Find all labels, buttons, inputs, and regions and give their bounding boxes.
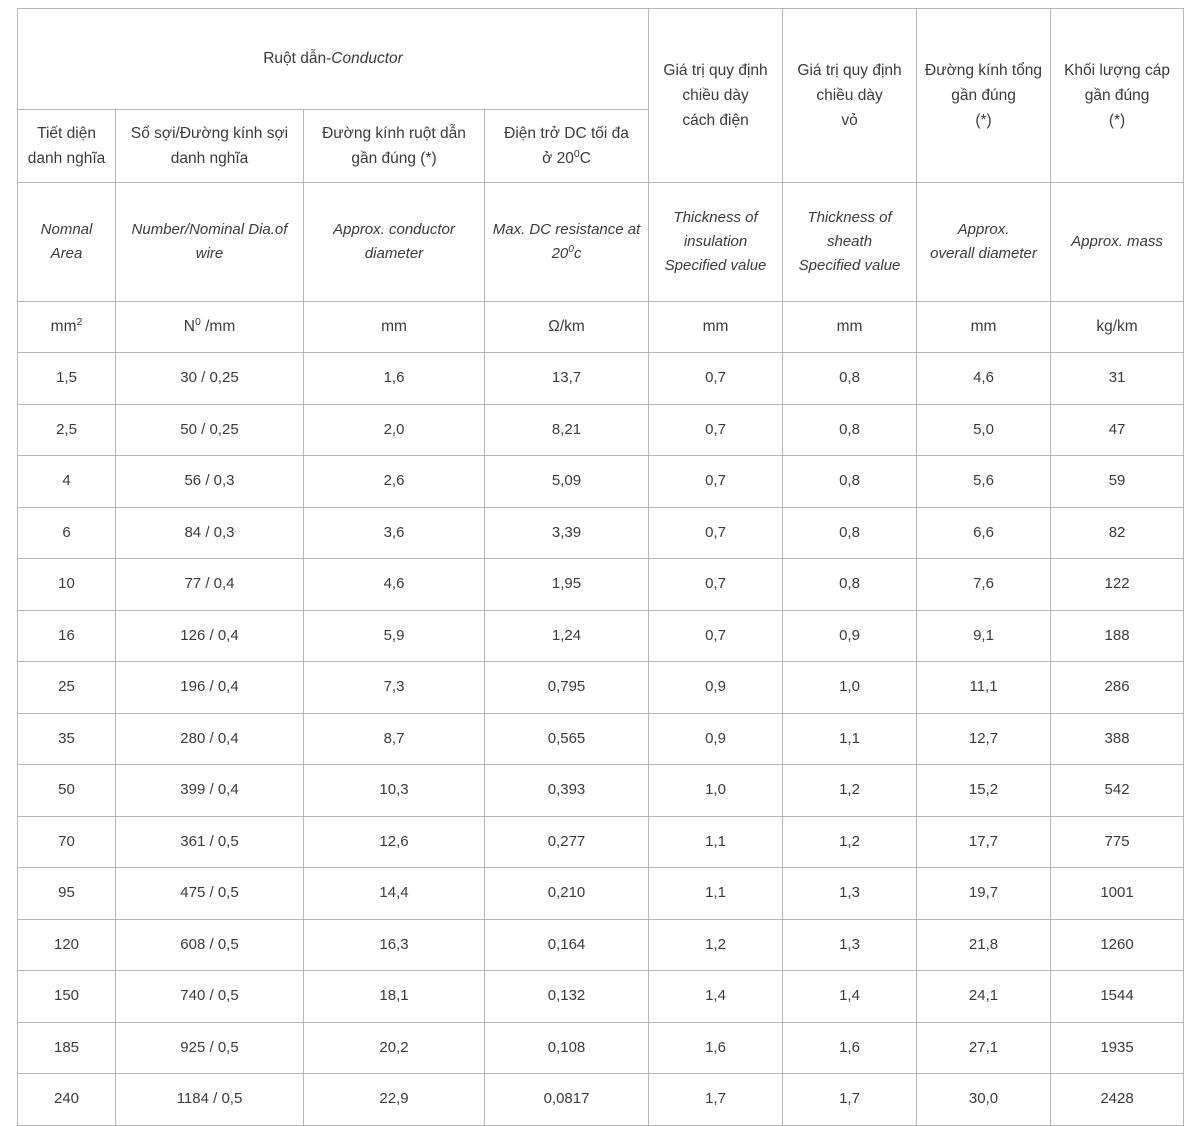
unit-dc-resistance: Ω/km — [485, 302, 649, 353]
table-cell: 608 / 0,5 — [116, 919, 304, 971]
header-line: Approx. conductor — [333, 220, 455, 238]
table-cell: 542 — [1051, 765, 1184, 817]
table-cell: 1,1 — [783, 713, 917, 765]
table-cell: 126 / 0,4 — [116, 610, 304, 662]
header-line: chiều dày — [682, 86, 749, 104]
table-cell: 0,565 — [485, 713, 649, 765]
table-cell: 775 — [1051, 816, 1184, 868]
header-overall-diameter-en — [917, 183, 1051, 302]
table-cell: 925 / 0,5 — [116, 1022, 304, 1074]
table-cell: 1,2 — [649, 919, 783, 971]
table-cell: 6 — [18, 507, 116, 559]
table-cell: 70 — [18, 816, 116, 868]
header-cable-mass — [1051, 9, 1184, 183]
table-cell: 8,7 — [304, 713, 485, 765]
header-line: Tiết diện — [37, 124, 96, 142]
header-nominal-area-en — [18, 183, 116, 302]
table-cell: 1184 / 0,5 — [116, 1074, 304, 1126]
table-cell: 0,9 — [649, 662, 783, 714]
table-cell: 0,7 — [649, 456, 783, 508]
table-cell: 20,2 — [304, 1022, 485, 1074]
table-cell: 286 — [1051, 662, 1184, 714]
table-cell: 77 / 0,4 — [116, 559, 304, 611]
table-cell: 1,6 — [649, 1022, 783, 1074]
table-cell: 1,0 — [649, 765, 783, 817]
table-row — [18, 919, 1184, 971]
header-line: wire — [195, 245, 224, 262]
table-cell: 10,3 — [304, 765, 485, 817]
table-row — [18, 507, 1184, 559]
header-line: danh nghĩa — [170, 150, 249, 167]
table-row — [18, 1074, 1184, 1126]
table-row — [18, 662, 1184, 714]
table-cell: 4,6 — [917, 353, 1051, 405]
table-cell: 0,9 — [649, 713, 783, 765]
table-cell: 7,6 — [917, 559, 1051, 611]
table-row — [18, 456, 1184, 508]
table-cell: 17,7 — [917, 816, 1051, 868]
table-cell: 2,0 — [304, 404, 485, 456]
table-cell: 2,5 — [18, 404, 116, 456]
header-line: diameter — [364, 245, 424, 262]
table-cell: 0,8 — [783, 456, 917, 508]
table-row — [18, 713, 1184, 765]
unit-insulation-thickness: mm — [649, 302, 783, 353]
table-cell: 6,6 — [917, 507, 1051, 559]
header-row-english — [18, 183, 1184, 302]
unit-overall-diameter: mm — [917, 302, 1051, 353]
table-cell: 84 / 0,3 — [116, 507, 304, 559]
table-cell: 188 — [1051, 610, 1184, 662]
header-conductor-diameter-en — [304, 183, 485, 302]
unit-nominal-area: $mm^2$ — [18, 302, 116, 353]
table-cell: 4 — [18, 456, 116, 508]
header-line: Đường kính tổng — [925, 61, 1043, 79]
table-cell: 0,393 — [485, 765, 649, 817]
table-cell: 82 — [1051, 507, 1184, 559]
header-sheath-thickness — [783, 9, 917, 183]
header-line: gần đúng — [951, 86, 1016, 104]
table-cell: 1,1 — [649, 868, 783, 920]
header-insulation-thickness-en — [649, 183, 783, 302]
header-wire-number-diameter — [116, 110, 304, 183]
table-cell: 12,7 — [917, 713, 1051, 765]
header-nominal-area — [18, 110, 116, 183]
header-line: Approx. — [957, 220, 1010, 238]
table-cell: 4,6 — [304, 559, 485, 611]
table-cell: 240 — [18, 1074, 116, 1126]
unit-sheath-thickness: mm — [783, 302, 917, 353]
table-cell: 0,0817 — [485, 1074, 649, 1126]
table-cell: 50 / 0,25 — [116, 404, 304, 456]
table-cell: 0,7 — [649, 404, 783, 456]
table-cell: 25 — [18, 662, 116, 714]
table-cell: 14,4 — [304, 868, 485, 920]
table-cell: 740 / 0,5 — [116, 971, 304, 1023]
header-dc-resistance — [485, 110, 649, 183]
table-cell: 13,7 — [485, 353, 649, 405]
header-line: Specified value — [664, 257, 767, 275]
header-wire-number-diameter-en — [116, 183, 304, 302]
table-cell: 475 / 0,5 — [116, 868, 304, 920]
table-cell: 16 — [18, 610, 116, 662]
table-cell: 0,132 — [485, 971, 649, 1023]
table-cell: 280 / 0,4 — [116, 713, 304, 765]
header-line: Approx. mass — [1071, 232, 1163, 250]
table-cell: 31 — [1051, 353, 1184, 405]
header-line: danh nghĩa — [27, 150, 106, 167]
header-line: ở $20^0C$ — [542, 147, 591, 167]
table-cell: 1,1 — [649, 816, 783, 868]
table-cell: 30,0 — [917, 1074, 1051, 1126]
table-cell: 0,795 — [485, 662, 649, 714]
header-line: gần đúng — [1084, 86, 1150, 104]
header-line: Giá trị quy định — [663, 61, 768, 79]
table-row — [18, 816, 1184, 868]
header-line: Specified value — [798, 257, 901, 275]
table-cell: 21,8 — [917, 919, 1051, 971]
table-cell: 47 — [1051, 404, 1184, 456]
table-cell: 1,95 — [485, 559, 649, 611]
header-row-group — [18, 9, 1184, 110]
table-cell: 1,4 — [783, 971, 917, 1023]
table-cell: 11,1 — [917, 662, 1051, 714]
unit-wire-number-diameter: $N^0$ /mm — [116, 302, 304, 353]
table-cell: 0,164 — [485, 919, 649, 971]
header-insulation-thickness — [649, 9, 783, 183]
table-row — [18, 1022, 1184, 1074]
header-line: Điện trở DC tối đa — [504, 124, 629, 142]
table-cell: 361 / 0,5 — [116, 816, 304, 868]
header-line: sheath — [827, 232, 873, 250]
table-cell: 1,6 — [783, 1022, 917, 1074]
table-cell: 15,2 — [917, 765, 1051, 817]
header-line: overall diameter — [930, 245, 1037, 262]
header-line: Nomnal — [40, 220, 93, 238]
table-cell: 7,3 — [304, 662, 485, 714]
table-row — [18, 404, 1184, 456]
table-row — [18, 353, 1184, 405]
header-cable-mass-en — [1051, 183, 1184, 302]
unit-cable-mass: kg/km — [1051, 302, 1184, 353]
table-cell: 1001 — [1051, 868, 1184, 920]
header-line: Số sợi/Đường kính sợi — [130, 124, 289, 142]
table-cell: 122 — [1051, 559, 1184, 611]
header-line: Max. DC resistance at — [492, 220, 641, 238]
table-cell: 24,1 — [917, 971, 1051, 1023]
header-line: Giá trị quy định — [797, 61, 902, 79]
table-row — [18, 765, 1184, 817]
header-line: Đường kính ruột dẫn — [322, 124, 466, 142]
table-cell: 0,8 — [783, 404, 917, 456]
table-row — [18, 610, 1184, 662]
table-cell: 5,0 — [917, 404, 1051, 456]
table-cell: 27,1 — [917, 1022, 1051, 1074]
header-sheath-thickness-en — [783, 183, 917, 302]
table-cell: 50 — [18, 765, 116, 817]
cable-specification-table-container — [17, 8, 1183, 1108]
table-cell: 12,6 — [304, 816, 485, 868]
table-cell: 5,9 — [304, 610, 485, 662]
header-overall-diameter — [917, 9, 1051, 183]
table-cell: 150 — [18, 971, 116, 1023]
table-cell: 0,7 — [649, 507, 783, 559]
table-cell: 56 / 0,3 — [116, 456, 304, 508]
table-cell: 196 / 0,4 — [116, 662, 304, 714]
header-line: Khối lượng cáp — [1064, 61, 1170, 79]
table-cell: 18,1 — [304, 971, 485, 1023]
cable-specification-table — [17, 8, 1184, 1126]
header-conductor-diameter — [304, 110, 485, 183]
header-line: $20^0c$ — [551, 244, 582, 262]
table-cell: 95 — [18, 868, 116, 920]
table-cell: 0,7 — [649, 353, 783, 405]
table-cell: 1260 — [1051, 919, 1184, 971]
header-line: vỏ — [841, 112, 858, 130]
table-cell: 16,3 — [304, 919, 485, 971]
table-cell: 1,3 — [783, 919, 917, 971]
table-cell: 1544 — [1051, 971, 1184, 1023]
table-cell: 5,6 — [917, 456, 1051, 508]
table-row — [18, 971, 1184, 1023]
table-cell: 5,09 — [485, 456, 649, 508]
table-cell: 10 — [18, 559, 116, 611]
table-cell: 0,7 — [649, 559, 783, 611]
table-cell: 1,4 — [649, 971, 783, 1023]
header-line: Area — [50, 245, 83, 262]
table-cell: 0,8 — [783, 353, 917, 405]
table-cell: 1,7 — [783, 1074, 917, 1126]
table-cell: 185 — [18, 1022, 116, 1074]
table-cell: 0,210 — [485, 868, 649, 920]
table-cell: 9,1 — [917, 610, 1051, 662]
table-cell: 1,6 — [304, 353, 485, 405]
table-cell: 59 — [1051, 456, 1184, 508]
group-header-conductor-en: Conductor — [331, 50, 403, 68]
header-line: insulation — [683, 232, 748, 250]
header-line: chiều dày — [816, 86, 883, 104]
table-row — [18, 559, 1184, 611]
table-row — [18, 868, 1184, 920]
table-cell: 399 / 0,4 — [116, 765, 304, 817]
table-cell: 1,0 — [783, 662, 917, 714]
header-line: Thickness of — [673, 208, 758, 226]
table-cell: 388 — [1051, 713, 1184, 765]
table-cell: 2,6 — [304, 456, 485, 508]
header-line: cách điện — [682, 112, 749, 130]
group-header-conductor — [18, 9, 649, 110]
header-dc-resistance-en — [485, 183, 649, 302]
table-body — [18, 9, 1184, 1126]
group-header-conductor-vn: Ruột dẫn- — [263, 50, 332, 68]
header-line: (*) — [975, 112, 992, 130]
table-cell: 1,2 — [783, 765, 917, 817]
table-cell: 1,2 — [783, 816, 917, 868]
table-cell: 1,7 — [649, 1074, 783, 1126]
unit-conductor-diameter: mm — [304, 302, 485, 353]
header-line: Thickness of — [807, 208, 892, 226]
header-line: gần đúng (*) — [351, 150, 437, 167]
table-cell: 0,7 — [649, 610, 783, 662]
table-cell: 22,9 — [304, 1074, 485, 1126]
table-cell: 1,5 — [18, 353, 116, 405]
header-row-units — [18, 302, 1184, 353]
table-cell: 0,108 — [485, 1022, 649, 1074]
table-cell: 1,24 — [485, 610, 649, 662]
table-cell: 1935 — [1051, 1022, 1184, 1074]
table-cell: 35 — [18, 713, 116, 765]
table-cell: 3,39 — [485, 507, 649, 559]
table-cell: 0,8 — [783, 559, 917, 611]
table-cell: 0,9 — [783, 610, 917, 662]
table-cell: 19,7 — [917, 868, 1051, 920]
table-cell: 0,277 — [485, 816, 649, 868]
table-cell: 3,6 — [304, 507, 485, 559]
header-line: Number/Nominal Dia.of — [131, 220, 288, 238]
table-cell: 30 / 0,25 — [116, 353, 304, 405]
table-cell: 120 — [18, 919, 116, 971]
header-line: (*) — [1108, 112, 1126, 130]
table-cell: 0,8 — [783, 507, 917, 559]
table-cell: 8,21 — [485, 404, 649, 456]
table-cell: 1,3 — [783, 868, 917, 920]
table-cell: 2428 — [1051, 1074, 1184, 1126]
